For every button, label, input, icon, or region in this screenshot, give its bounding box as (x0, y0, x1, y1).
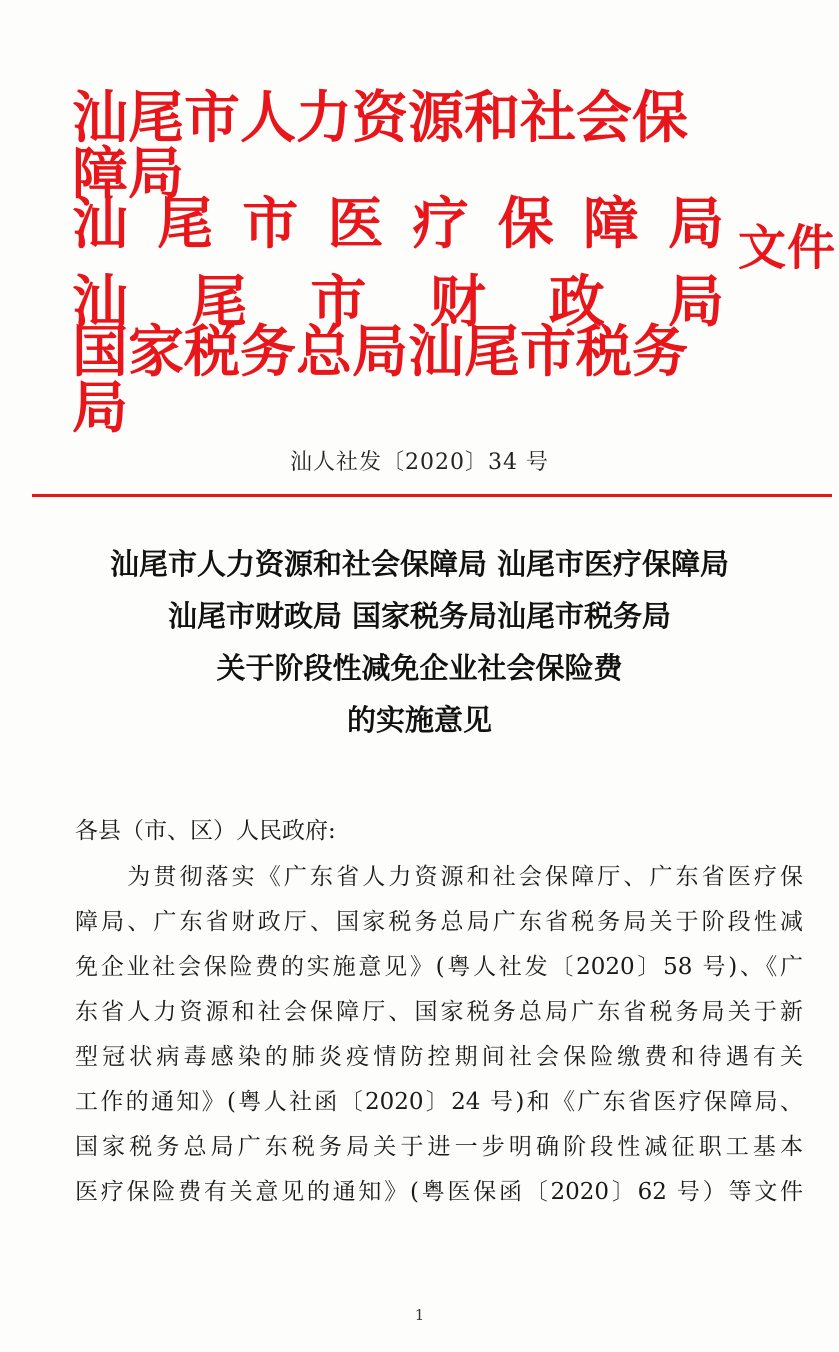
agency-char: 市 (242, 192, 299, 257)
body-paragraph (75, 855, 803, 1215)
agency-char: 保 (497, 192, 554, 257)
issuing-agencies-header (72, 86, 724, 441)
body-line: 障局、广东省财政厅、国家税务总局广东省税务局关于阶段性减 (75, 909, 803, 935)
body-line: 医疗保险费有关意见的通知》(粤医保函〔2020〕62 号）等文件 (75, 1179, 803, 1205)
agency-name: 国家税务总局汕尾市税务局 (72, 320, 688, 441)
agency-char: 政 (548, 270, 605, 335)
title-line: 的实施意见 (346, 703, 492, 737)
page-number: 1 (414, 1306, 425, 1324)
agency-char: 疗 (412, 192, 469, 257)
agency-char: 障 (582, 192, 639, 257)
agency-line-1 (72, 86, 724, 207)
title-line: 汕尾市人力资源和社会保障局 汕尾市医疗保障局 (109, 547, 730, 581)
agency-char: 局 (667, 192, 724, 257)
file-label: 文件 (738, 220, 837, 276)
agency-char: 尾 (157, 192, 214, 257)
body-line: 东省人力资源和社会保障厅、国家税务总局广东省税务局关于新 (75, 999, 803, 1025)
body-line: 为贯彻落实《广东省人力资源和社会保障厅、广东省医疗保 (75, 864, 803, 890)
agency-char: 医 (327, 192, 384, 257)
agency-line-4 (72, 320, 724, 441)
title-line: 汕尾市财政局 国家税务局汕尾市税务局 (167, 599, 672, 633)
body-line: 工作的通知》(粤人社函〔2020〕24 号)和《广东省医疗保障局、 (75, 1089, 803, 1115)
agency-char: 汕 (72, 270, 128, 335)
agency-char: 市 (310, 270, 367, 335)
body-line: 免企业社会保险费的实施意见》(粤人社发〔2020〕58 号)、《广 (75, 954, 803, 980)
agency-char: 局 (667, 270, 724, 335)
body-line: 国家税务总局广东税务局关于进一步明确阶段性减征职工基本 (75, 1134, 803, 1160)
agency-char: 财 (429, 270, 486, 335)
document-number: 汕人社发〔2020〕34 号 (290, 450, 549, 475)
agency-char: 汕 (72, 192, 128, 257)
title-line: 关于阶段性减免企业社会保险费 (216, 651, 623, 685)
agency-name: 汕尾市人力资源和社会保障局 (72, 86, 688, 207)
agency-char: 尾 (191, 270, 248, 335)
body-line: 型冠状病毒感染的肺炎疫情防控期间社会保险缴费和待遇有关 (75, 1044, 803, 1070)
salutation: 各县（市、区）人民政府: (75, 818, 336, 844)
red-divider-line (32, 494, 832, 497)
document-title (0, 538, 839, 746)
